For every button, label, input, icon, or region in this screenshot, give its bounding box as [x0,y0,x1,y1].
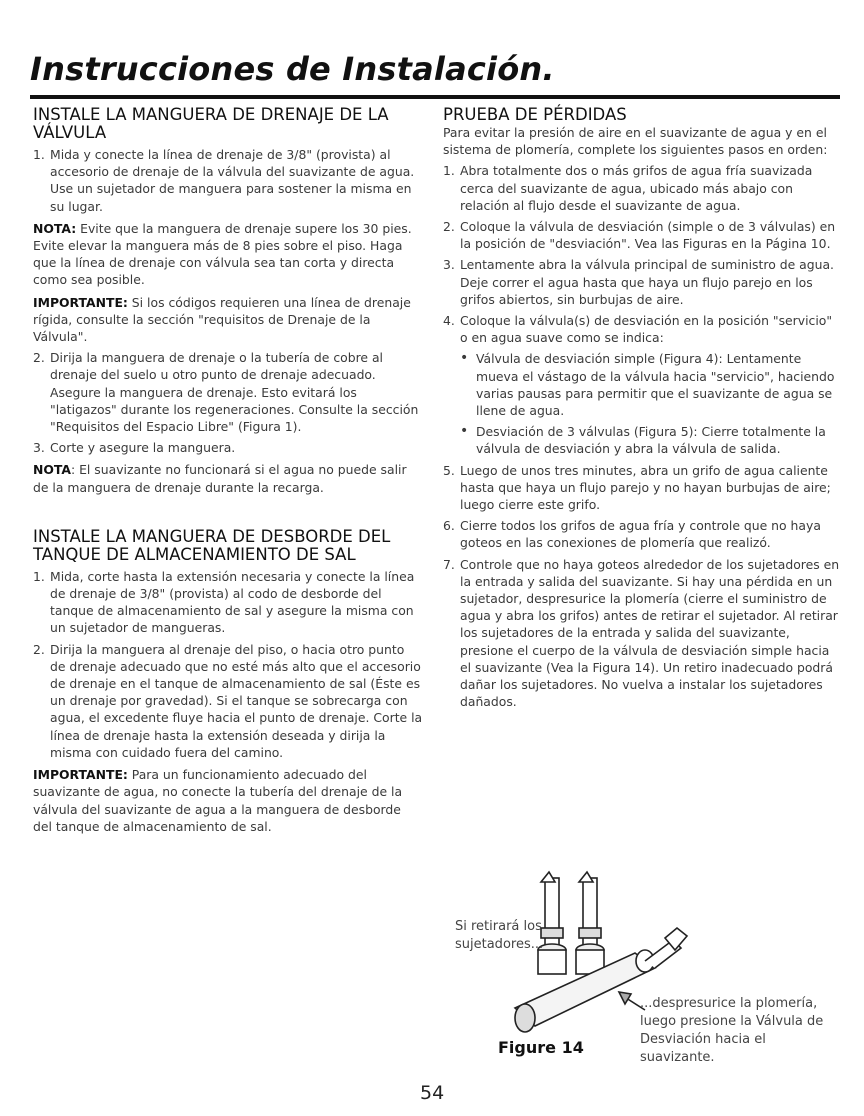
note-paragraph [33,461,423,495]
step-number: 4. [443,313,455,329]
step-number: 3. [443,257,455,273]
step-text: Mida, corte hasta la extensión necesaria y conecte la línea de drenaje de 3/8" (provista) al codo de desborde del tanque de almacenamiento de sal y asegure la misma con un sujetador de mangueras. [50,568,415,636]
list-item [443,517,843,551]
step-number: 3. [33,440,45,456]
important-text: Si los códigos requieren una línea de drenaje rígida, consulte la sección "requisitos de Drenaje de la Válvula". [33,294,411,345]
step-number: 1. [443,163,455,179]
intro-paragraph: Para evitar la presión de aire en el suavizante de agua y en el sistema de plomería, complete los siguientes pasos en orden: [443,125,828,158]
step-number: 1. [33,147,45,162]
leak-test-heading: PRUEBA DE PÉRDIDAS [443,105,627,124]
note-text: Evite que la manguera de drenaje supere los 30 pies. Evite elevar la manguera más de 8 pies sobre el piso. Haga que la línea de drenaje con válvula sea tan corta y directa como sea posible. [33,220,412,288]
step-number: 6. [443,518,455,534]
bullet-text: Desviación de 3 válvulas (Figura 5): Cierre totalmente la válvula de desviación y abra la válvula de salida. [476,424,826,457]
title-rule [30,95,840,99]
step-text: Coloque la válvula de desviación (simple o de 3 válvulas) en la posición de "desviación". Vea las Figuras en la Página 10. [460,219,836,252]
list-item [443,162,843,214]
list-item [33,146,423,215]
right-column [443,106,843,711]
important-text: Para un funcionamiento adecuado del suavizante de agua, no conecte la tubería del drenaje de la válvula del suavizante de agua a la manguera de desborde del tanque de almacenamiento de sal. [33,767,403,834]
list-item [443,218,843,252]
important-paragraph [33,294,423,346]
list-item [443,312,843,346]
step-text: Dirija la manguera de drenaje o la tubería de cobre al drenaje del suelo u otro punto de drenaje adecuado. Asegure la manguera de drenaje. Esto evitará los "latigazos" durante los regeneraciones. Consulte la sección "Requisitos del Espacio Libre" (Figura 1). [50,350,419,435]
page-title: Instrucciones de Instalación. [30,50,555,88]
drain-hose-heading: INSTALE LA MANGUERA DE DRENAJE DE LA VÁLVULA [33,105,389,142]
bullet-dot-icon: • [460,423,469,440]
list-item [33,439,423,456]
important-label: IMPORTANTE: [33,294,128,310]
step-number: 2. [33,641,45,657]
step-number: 2. [33,350,45,366]
figure-caption: Figure 14 [498,1038,584,1057]
list-item [443,556,843,711]
callout-remove-clips: Si retirará los sujetadores... [455,919,544,952]
step-text: Mida y conecte la línea de drenaje de 3/8" (provista) al accesorio de drenaje de la válvula del suavizante de agua. Use un sujetador de manguera para sostener la misma en su lugar. [50,147,415,214]
left-column [33,106,423,835]
list-item [33,568,423,637]
step-text: Coloque la válvula(s) de desviación en la posición "servicio" o en agua suave como se indica: [460,313,833,346]
step-text: Abra totalmente dos o más grifos de agua fría suavizada cerca del suavizante de agua, ubicado más abajo con relación al flujo desde el suavizante de agua. [460,163,813,213]
note-paragraph [33,220,423,289]
note-label: NOTA: [33,220,77,236]
page-number: 54 [420,1082,445,1104]
note-label: NOTA [33,462,71,478]
list-item [443,256,843,308]
note-text: : El suavizante no funcionará si el agua no puede salir de la manguera de drenaje durante la recarga. [33,462,407,495]
bullet-dot-icon: • [460,350,469,367]
step-text: Lentamente abra la válvula principal de suministro de agua. Deje correr el agua hasta que haya un flujo parejo en los grifos abiertos, sin burbujas de aire. [460,257,834,307]
step-text: Controle que no haya goteos alrededor de los sujetadores en la entrada y salida del suavizante. Si hay una pérdida en un sujetador, despresurice la plomería (cierre el suministro de agua y abra los grifos) antes de retirar el sujetador. Al retirar los sujetadores de la entrada y salida del suavizante, presione el cuerpo de la válvula de desviación simple hacia el suavizante (Vea la Figura 14). Un retiro inadecuado podrá dañar los sujetadores. No vuelva a instalar los sujetadores dañados. [460,556,840,710]
step-text: Luego de unos tres minutes, abra un grifo de agua caliente hasta que haya un flujo parejo y no hayan burbujas de aire; luego cierre este grifo. [460,462,831,513]
step-text: Dirija la manguera al drenaje del piso, o hacia otro punto de drenaje adecuado que no esté más alto que el accesorio de drenaje en el tanque de almacenamiento de sal (Éste es un drenaje por gravedad). Si el tanque se sobrecarga con agua, el excedente fluye hacia el punto de drenaje. Corte la línea de drenaje hasta la extensión deseada y dirija la misma con cuidado fuera del camino. [50,641,423,760]
step-text: Cierre todos los grifos de agua fría y controle que no haya goteos en las conexiones de plomería que realizó. [460,518,821,551]
step-text: Corte y asegure la manguera. [50,440,236,456]
bullet-item [443,350,843,419]
step-number: 1. [33,568,45,584]
list-item [443,462,843,514]
list-item [33,641,423,761]
callout-depressurize: ...despresurice la plomería, luego presione la Válvula de Desviación hacia el suavizante. [640,996,824,1065]
bullet-text: Válvula de desviación simple (Figura 4): Lentamente mueva el vástago de la válvula hacia "servicio", haciendo varias pausas para permitir que el suavizante de agua se llene de agua. [476,351,835,419]
important-paragraph [33,766,423,835]
step-number: 5. [443,462,455,478]
step-number: 7. [443,556,455,572]
overflow-hose-heading: INSTALE LA MANGUERA DE DESBORDE DEL TANQUE DE ALMACENAMIENTO DE SAL [33,526,391,564]
important-label: IMPORTANTE: [33,767,128,783]
list-item [33,349,423,435]
bullet-item [443,423,843,457]
step-number: 2. [443,219,455,235]
